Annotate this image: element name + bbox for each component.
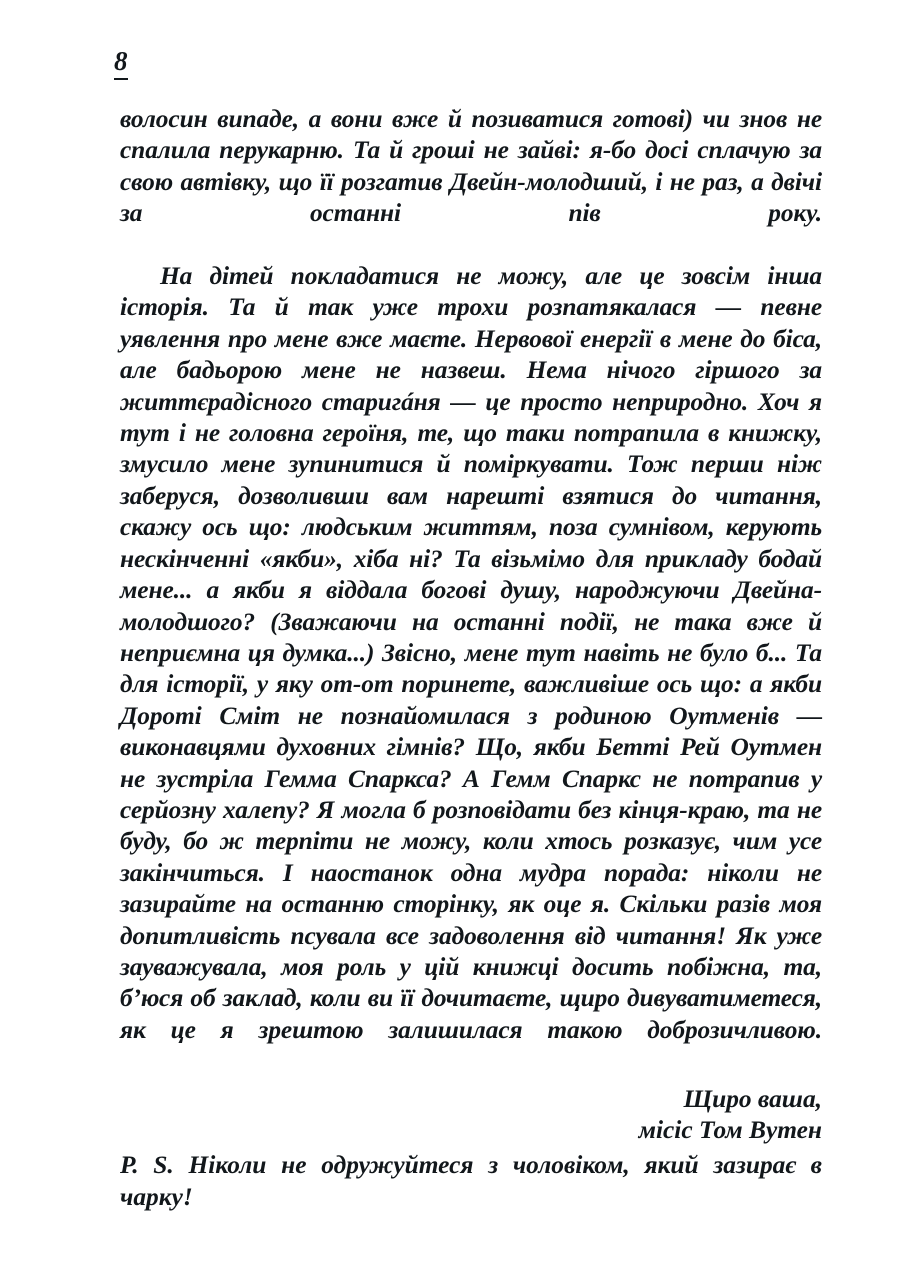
page-text-block (120, 104, 822, 1245)
closing-line-1: Щиро ваша, (683, 1084, 822, 1113)
closing-line-2: місіс Том Вутен (638, 1116, 822, 1144)
body-paragraph-1: волосин випаде, а вони вже й позиватися готові) чи знов не спалила перукарню. Та й гроші не зайві: я-бо досі сплачую за свою автівку, що її розгатив Двейн-молодший, і не раз, а двічі за останні пів року. (120, 105, 822, 228)
page-folio (114, 48, 128, 80)
postscript-text: P. S. Ніколи не одружуйтеся з чоловіком, який зазирає в чарку! (120, 1151, 822, 1211)
body-paragraph-2: На дітей покладатися не можу, але це зовсім інша історія. Та й так уже трохи розпатякалася — певне уявлення про мене вже маєте. Нервової енергії в мене до біса, але бадьорою мене не назвеш. Нема нічого гіршого за життєрадісного старигáня — це просто неприродно. Хоч я тут і не головна героїня, те, що таки потрапила в книжку, змусило мене зупинитися й поміркувати. Тож перши ніж заберуся, дозволивши вам нарешті взятися до читання, скажу ось що: людським життям, поза сумнівом, керують нескінченні «якби», хіба ні? Та візьмімо для прикладу бодай мене... а якби я віддала богові душу, народжуючи Двейна-молодшого? (Зважаючи на останні події, не така вже й неприємна ця думка...) Звісно, мене тут навіть не було б... Та для історії, у яку от-от поринете, важливіше ось що: а якби Дороті Сміт не познайомилася з родиною Оутменів — виконавцями духовних гімнів? Що, якби Бетті Рей Оутмен не зустріла Гемма Спаркса? А Гемм Спаркс не потрапив у серйозну халепу? Я могла б розповідати без кінця-краю, та не буду, бо ж терпіти не можу, коли хтось розказує, чим усе закінчиться. І наостанок одна мудра порада: ніколи не зазирайте на останню сторінку, як оце я. Скільки разів моя допитливість псувала все задоволення від читання! Як уже зауважувала, моя роль у цій книжці досить побіжна, та, б’юся об заклад, коли ви її дочитаєте, щиро дивуватиметеся, як це я зрештою залишилася такою доброзичливою. (120, 262, 822, 1044)
closing-salutation (120, 1078, 822, 1147)
page-number: 8 (114, 48, 128, 80)
